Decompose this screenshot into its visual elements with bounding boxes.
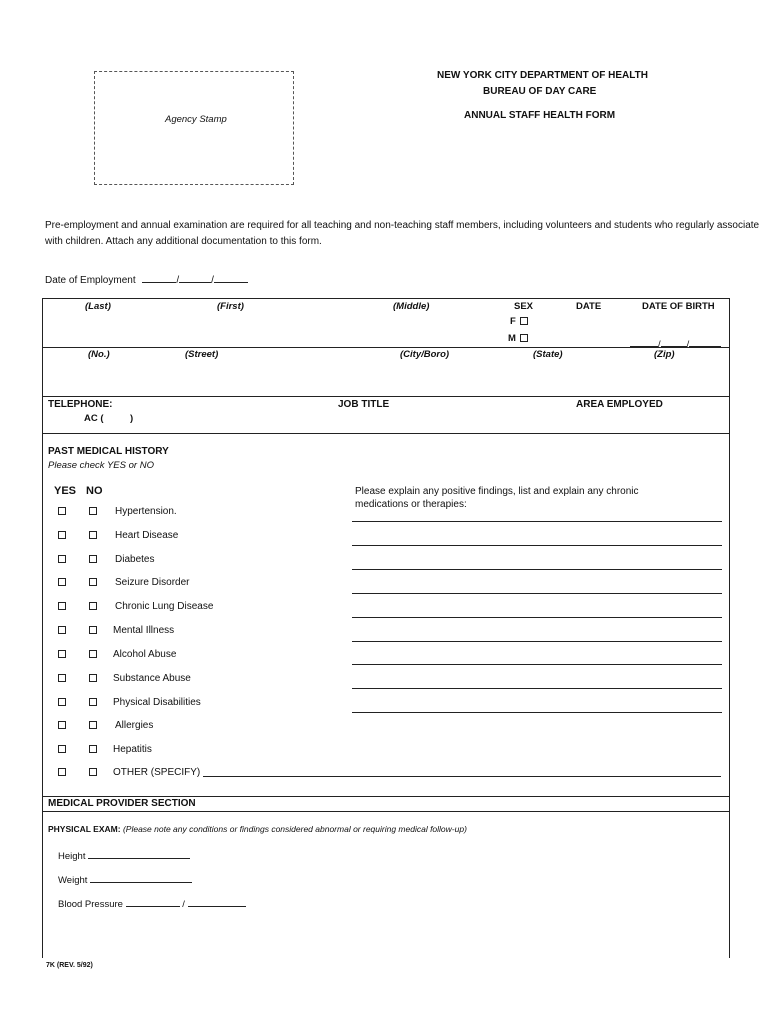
blood-pressure-field — [58, 897, 246, 910]
heart-disease-no-checkbox[interactable] — [89, 531, 97, 539]
other-specify-line[interactable] — [203, 776, 721, 777]
condition-physical-disabilities: Physical Disabilities — [113, 697, 201, 708]
condition-seizure-disorder: Seizure Disorder — [115, 577, 190, 588]
weight-input[interactable] — [90, 873, 192, 883]
allergies-yes-checkbox[interactable] — [58, 721, 66, 729]
address-number-label: (No.) — [88, 349, 110, 360]
condition-allergies: Allergies — [115, 720, 154, 731]
substance-abuse-yes-checkbox[interactable] — [58, 674, 66, 682]
history-section-divider — [42, 796, 730, 797]
intro-line-2: with children. Attach any additional documentation to this form. — [45, 236, 322, 247]
date-of-birth-label: DATE OF BIRTH — [642, 301, 715, 312]
history-instruction: Please check YES or NO — [48, 460, 154, 471]
sex-male-label: M — [508, 333, 516, 344]
seizure-disorder-yes-checkbox[interactable] — [58, 578, 66, 586]
condition-diabetes: Diabetes — [115, 554, 155, 565]
employment-day-field[interactable] — [179, 273, 211, 283]
contact-row-divider — [42, 433, 730, 434]
intro-line-1: Pre-employment and annual examination are required for all teaching and non-teaching staff members, including volunteers and students who regularly associate — [45, 220, 760, 231]
blood-pressure-label: Blood Pressure — [58, 899, 123, 910]
diabetes-yes-checkbox[interactable] — [58, 555, 66, 563]
explain-field-line[interactable] — [352, 569, 722, 570]
condition-hypertension: Hypertension. — [115, 506, 177, 517]
condition-chronic-lung-disease: Chronic Lung Disease — [115, 601, 214, 612]
other-no-checkbox[interactable] — [89, 768, 97, 776]
date-of-birth-field[interactable]: / / — [630, 337, 721, 350]
physical-disabilities-yes-checkbox[interactable] — [58, 698, 66, 706]
employment-month-field[interactable] — [142, 273, 176, 283]
condition-mental-illness: Mental Illness — [113, 625, 175, 636]
explain-field-line[interactable] — [352, 593, 722, 594]
explain-field-line[interactable] — [352, 688, 722, 689]
no-column-label: NO — [86, 485, 103, 497]
middle-name-label: (Middle) — [393, 301, 430, 312]
hypertension-no-checkbox[interactable] — [89, 507, 97, 515]
department-name: NEW YORK CITY DEPARTMENT OF HEALTH — [437, 70, 648, 81]
last-name-label: (Last) — [85, 301, 111, 312]
explain-field-line[interactable] — [352, 617, 722, 618]
explain-field-line[interactable] — [352, 545, 722, 546]
heart-disease-yes-checkbox[interactable] — [58, 531, 66, 539]
chronic-lung-disease-no-checkbox[interactable] — [89, 602, 97, 610]
mental-illness-no-checkbox[interactable] — [89, 626, 97, 634]
provider-title-divider — [42, 811, 730, 812]
area-code-close: ) — [130, 413, 134, 424]
height-label: Height — [58, 851, 86, 862]
date-of-employment-label: Date of Employment — [45, 275, 136, 286]
explain-line-1: Please explain any positive findings, list and explain any chronic — [355, 486, 639, 497]
name-row-divider — [42, 347, 730, 348]
medical-provider-title: MEDICAL PROVIDER SECTION — [48, 798, 196, 809]
form-right-border — [729, 298, 730, 958]
sex-male — [508, 333, 516, 344]
form-revision: 7K (REV. 5/92) — [46, 962, 93, 969]
form-title: ANNUAL STAFF HEALTH FORM — [464, 110, 616, 121]
condition-substance-abuse: Substance Abuse — [113, 673, 191, 684]
diabetes-no-checkbox[interactable] — [89, 555, 97, 563]
agency-stamp-box — [94, 71, 294, 185]
weight-field — [58, 873, 192, 886]
yes-column-label: YES — [54, 485, 77, 497]
condition-other: OTHER (SPECIFY) — [113, 767, 201, 778]
condition-alcohol-abuse: Alcohol Abuse — [113, 649, 177, 660]
explain-field-line[interactable] — [352, 641, 722, 642]
blood-pressure-slash: / — [182, 899, 185, 910]
address-street-label: (Street) — [185, 349, 219, 360]
hypertension-yes-checkbox[interactable] — [58, 507, 66, 515]
condition-heart-disease: Heart Disease — [115, 530, 179, 541]
other-yes-checkbox[interactable] — [58, 768, 66, 776]
bureau-name: BUREAU OF DAY CARE — [483, 86, 597, 97]
telephone-label: TELEPHONE: — [48, 399, 113, 410]
form-left-border — [42, 298, 43, 958]
area-employed-label: AREA EMPLOYED — [576, 399, 663, 410]
seizure-disorder-no-checkbox[interactable] — [89, 578, 97, 586]
blood-pressure-systolic-input[interactable] — [126, 897, 180, 907]
sex-female — [510, 316, 516, 327]
job-title-label: JOB TITLE — [338, 399, 390, 410]
substance-abuse-no-checkbox[interactable] — [89, 674, 97, 682]
agency-stamp-label: Agency Stamp — [165, 114, 227, 125]
blood-pressure-diastolic-input[interactable] — [188, 897, 246, 907]
address-city-label: (City/Boro) — [400, 349, 450, 360]
allergies-no-checkbox[interactable] — [89, 721, 97, 729]
height-input[interactable] — [88, 849, 190, 859]
explain-line-2: medications or therapies: — [355, 499, 467, 510]
physical-disabilities-no-checkbox[interactable] — [89, 698, 97, 706]
date-of-employment: Date of Employment / / — [45, 273, 248, 286]
sex-male-checkbox[interactable] — [520, 334, 528, 342]
employment-year-field[interactable] — [214, 273, 248, 283]
area-code-open: AC ( — [84, 413, 104, 424]
sex-female-checkbox[interactable] — [520, 317, 528, 325]
chronic-lung-disease-yes-checkbox[interactable] — [58, 602, 66, 610]
address-state-label: (State) — [533, 349, 563, 360]
alcohol-abuse-no-checkbox[interactable] — [89, 650, 97, 658]
explain-field-line[interactable] — [352, 712, 722, 713]
physical-exam-label: PHYSICAL EXAM: — [48, 824, 121, 834]
explain-field-line[interactable] — [352, 664, 722, 665]
hepatitis-yes-checkbox[interactable] — [58, 745, 66, 753]
explain-field-line[interactable] — [352, 521, 722, 522]
address-zip-label: (Zip) — [654, 349, 675, 360]
address-row-divider — [42, 396, 730, 397]
past-medical-history-title: PAST MEDICAL HISTORY — [48, 446, 169, 457]
sex-label: SEX — [514, 301, 534, 312]
height-field — [58, 849, 190, 862]
first-name-label: (First) — [217, 301, 244, 312]
weight-label: Weight — [58, 875, 88, 886]
form-top-border — [42, 298, 730, 299]
date-label: DATE — [576, 301, 602, 312]
mental-illness-yes-checkbox[interactable] — [58, 626, 66, 634]
condition-hepatitis: Hepatitis — [113, 744, 152, 755]
sex-female-label: F — [510, 316, 516, 327]
physical-exam — [48, 824, 467, 834]
hepatitis-no-checkbox[interactable] — [89, 745, 97, 753]
physical-exam-note: (Please note any conditions or findings considered abnormal or requiring medical follow-up) — [122, 824, 467, 834]
alcohol-abuse-yes-checkbox[interactable] — [58, 650, 66, 658]
